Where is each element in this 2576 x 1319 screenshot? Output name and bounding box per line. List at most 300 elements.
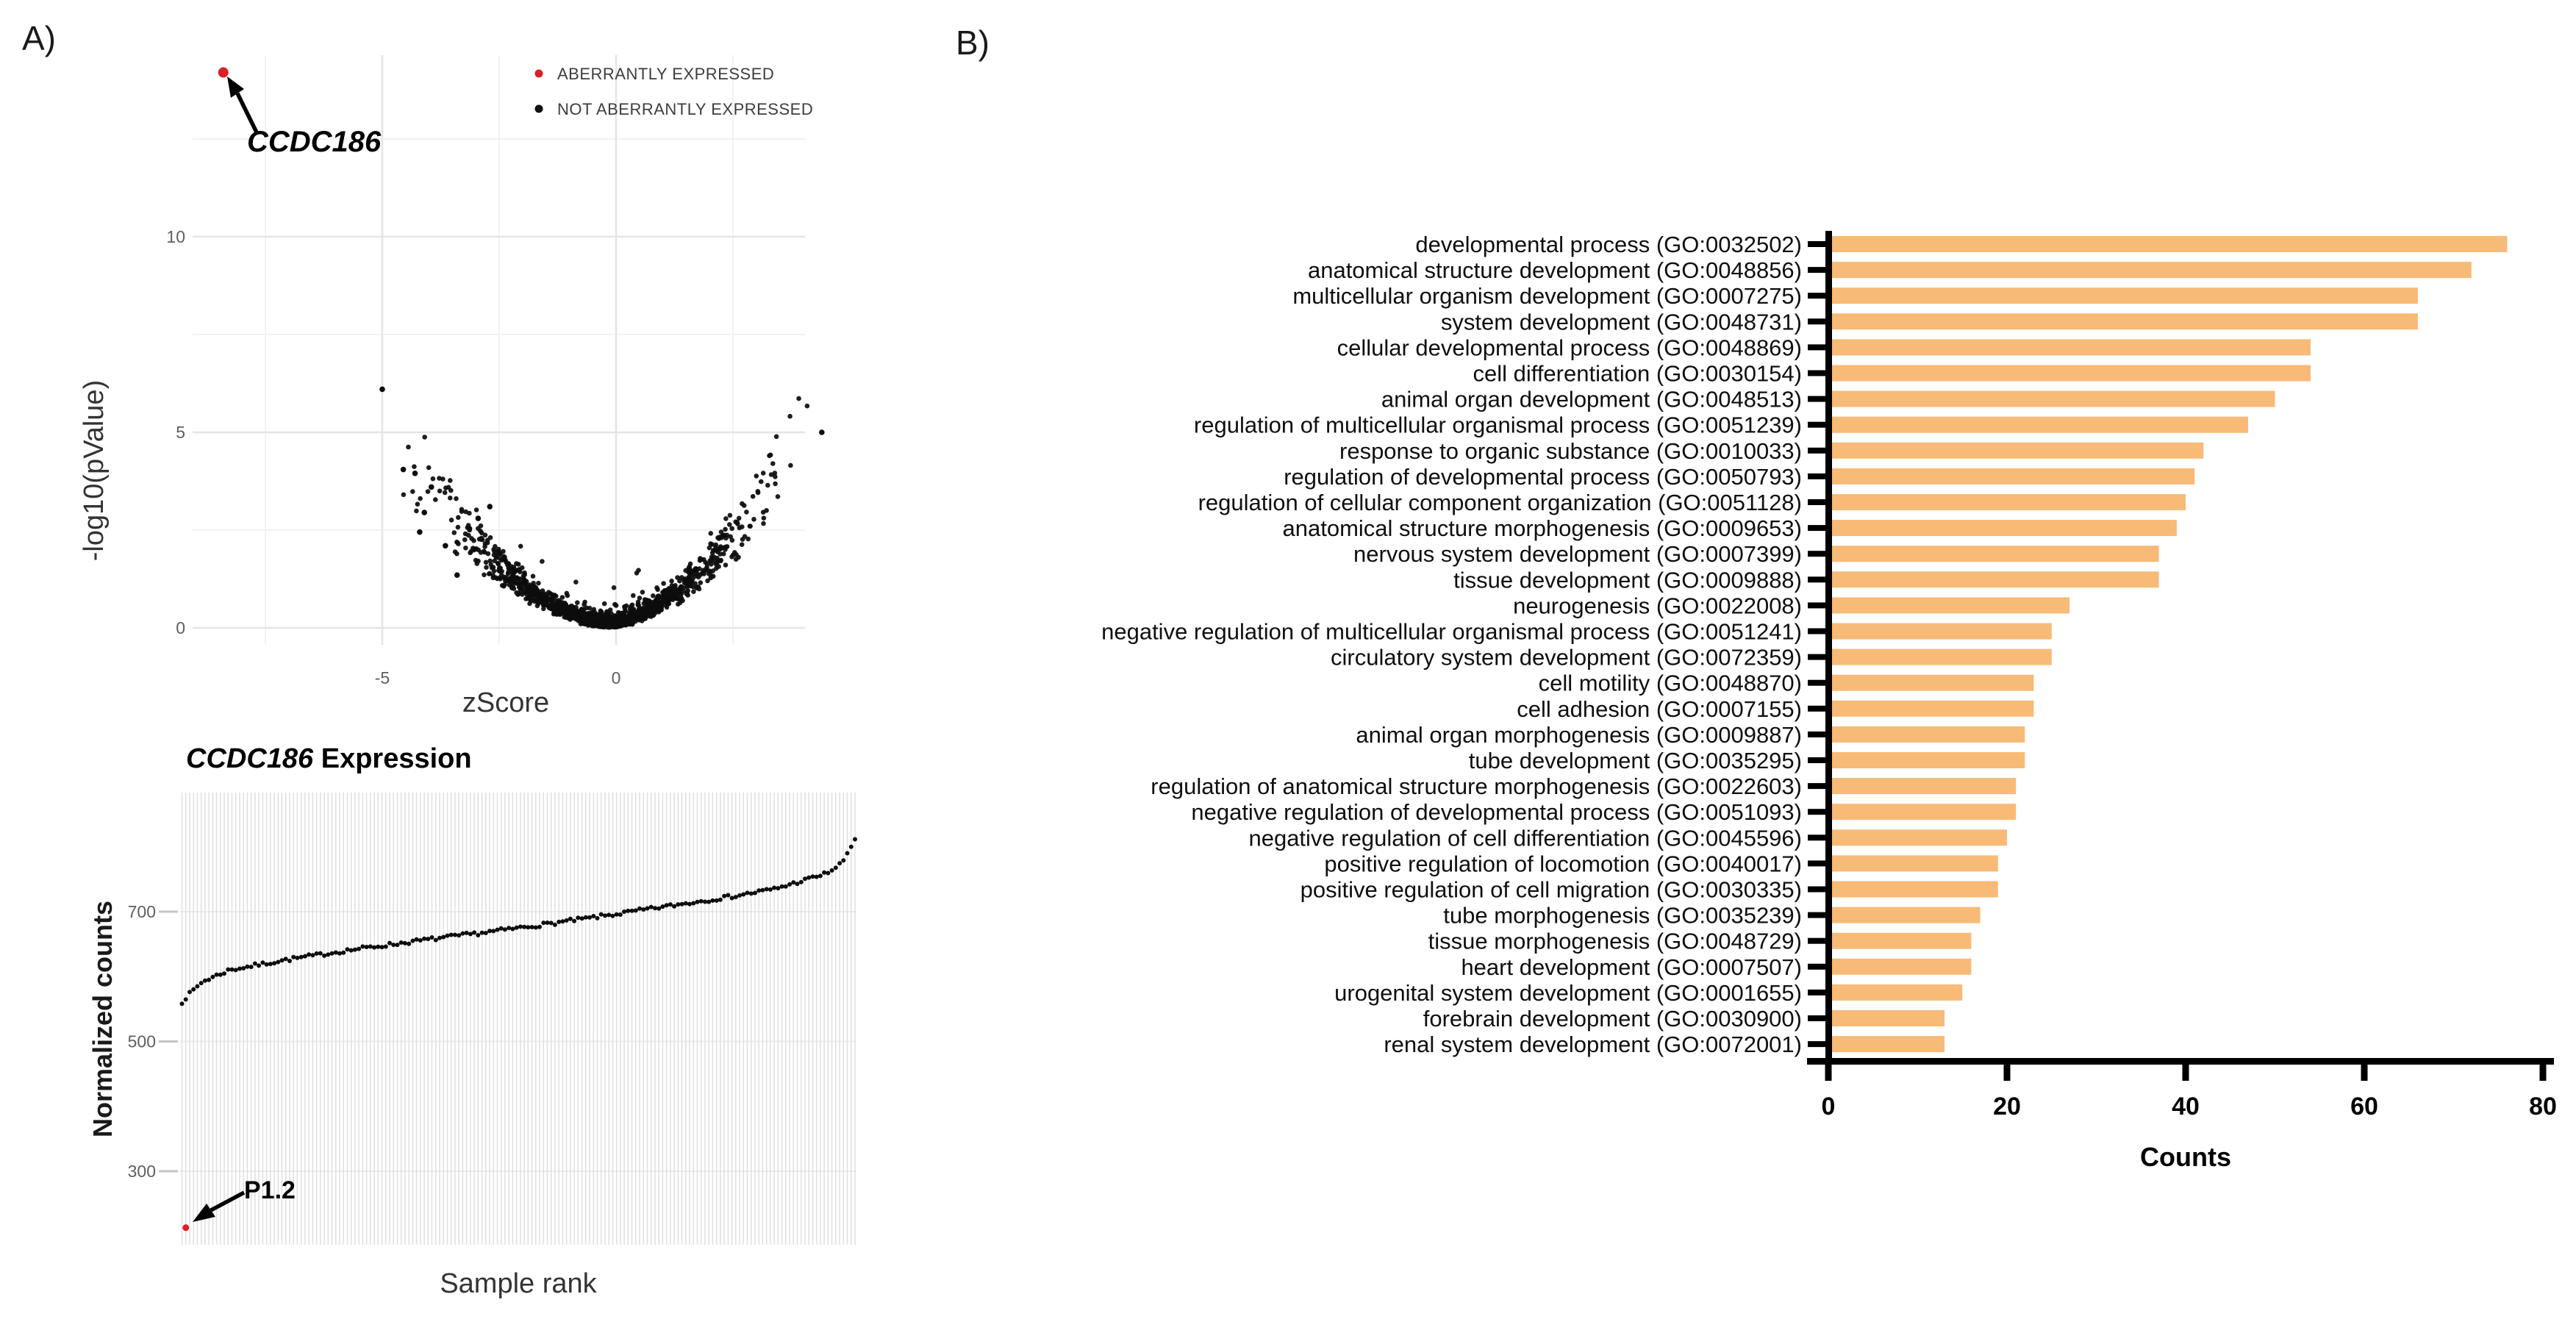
expression-point	[768, 887, 773, 892]
expression-point	[837, 861, 842, 865]
volcano-point	[645, 603, 650, 608]
expression-x-axis-title: Sample rank	[440, 1268, 597, 1299]
expression-point	[407, 942, 411, 946]
volcano-point	[690, 585, 695, 590]
volcano-point	[468, 551, 473, 556]
aberrant-gene-point	[218, 68, 229, 78]
volcano-point	[717, 536, 722, 541]
expression-point	[780, 884, 784, 889]
volcano-point	[606, 610, 611, 615]
expression-point	[241, 966, 246, 971]
go-x-tick-mark	[2540, 1065, 2547, 1081]
volcano-point	[773, 474, 778, 479]
expression-point	[818, 873, 823, 878]
volcano-point	[525, 585, 530, 590]
expression-point	[446, 934, 450, 938]
expression-point	[845, 851, 850, 856]
go-category-tick	[1808, 887, 1828, 893]
go-bar	[1830, 546, 2159, 562]
expression-point	[507, 926, 511, 930]
volcano-point	[452, 530, 457, 535]
expression-point	[315, 951, 319, 956]
volcano-point	[486, 551, 491, 557]
go-category-label: anatomical structure development (GO:0048856)	[1307, 257, 1802, 284]
volcano-point	[545, 598, 550, 604]
expression-point	[399, 940, 404, 945]
volcano-point	[467, 528, 472, 533]
expression-point	[353, 948, 357, 952]
expression-point	[187, 990, 192, 994]
expression-point	[441, 935, 446, 940]
volcano-point	[554, 594, 559, 599]
expression-point	[803, 876, 807, 881]
expression-point	[203, 979, 207, 983]
go-category-label: forebrain development (GO:0030900)	[1423, 1006, 1802, 1032]
expression-point	[210, 975, 215, 979]
expression-point	[518, 924, 523, 929]
expression-point	[391, 943, 396, 947]
expression-point	[641, 907, 645, 912]
go-category-tick	[1808, 938, 1828, 944]
volcano-outlier-point	[429, 485, 434, 490]
volcano-point	[550, 602, 555, 607]
volcano-point	[612, 615, 618, 620]
volcano-point	[568, 617, 573, 622]
volcano-point	[608, 620, 613, 625]
go-bar	[1830, 855, 1998, 871]
go-category-tick	[1808, 964, 1828, 970]
volcano-point	[471, 546, 476, 551]
go-category-label: animal organ morphogenesis (GO:0009887)	[1356, 721, 1802, 748]
volcano-point	[454, 496, 459, 501]
expression-point	[749, 891, 754, 896]
volcano-point	[737, 516, 742, 521]
volcano-point	[713, 543, 718, 548]
expression-point	[360, 944, 365, 948]
volcano-point	[687, 565, 692, 570]
ccdc186-annotation	[227, 76, 382, 158]
expression-point	[537, 925, 542, 929]
volcano-outlier-point	[443, 543, 448, 548]
volcano-point	[612, 602, 618, 607]
expression-point	[668, 902, 673, 907]
expression-point	[403, 941, 407, 946]
expression-point	[457, 933, 461, 937]
volcano-point	[520, 592, 525, 597]
go-x-tick-mark	[2361, 1065, 2368, 1081]
volcano-point	[662, 593, 668, 598]
volcano-point	[622, 614, 627, 619]
expression-point	[653, 906, 657, 910]
expression-point	[207, 978, 211, 982]
volcano-point	[761, 471, 766, 476]
expression-point	[618, 912, 623, 917]
volcano-point	[666, 601, 671, 607]
expression-point	[665, 903, 669, 907]
expression-point	[626, 909, 630, 913]
expression-point	[515, 926, 519, 930]
expression-tick-labels	[128, 902, 178, 1181]
volcano-point	[546, 590, 551, 595]
expression-point	[806, 876, 811, 880]
expression-point	[472, 930, 476, 934]
expression-point	[272, 961, 276, 965]
expression-point	[545, 921, 550, 925]
expression-point	[687, 902, 692, 907]
volcano-outlier-point	[454, 572, 460, 578]
volcano-point	[707, 546, 712, 551]
volcano-point	[522, 571, 527, 576]
volcano-point	[715, 549, 720, 554]
go-category-label: cell motility (GO:0048870)	[1538, 670, 1802, 696]
expression-point	[368, 944, 373, 948]
volcano-point	[640, 590, 645, 595]
go-bar	[1830, 571, 2159, 587]
go-category-label: cell differentiation (GO:0030154)	[1473, 360, 1802, 387]
expression-point	[434, 938, 438, 943]
go-category-label: regulation of multicellular organismal process (GO:0051239)	[1193, 412, 1802, 438]
volcano-point	[463, 510, 468, 515]
volcano-point	[767, 454, 772, 459]
expression-point	[630, 909, 634, 913]
go-bar	[1830, 1036, 1944, 1052]
volcano-point	[484, 565, 489, 570]
expression-point	[672, 904, 676, 909]
volcano-point	[433, 497, 438, 502]
volcano-point	[683, 568, 688, 573]
go-category-tick	[1808, 860, 1828, 866]
expression-point	[284, 957, 288, 961]
expression-point	[199, 981, 204, 985]
expression-point	[576, 915, 580, 920]
volcano-point	[574, 612, 579, 618]
volcano-point	[697, 587, 702, 592]
go-bar	[1830, 778, 2016, 794]
expression-point	[265, 962, 269, 967]
expression-point	[787, 882, 792, 887]
go-category-label: tissue development (GO:0009888)	[1453, 567, 1802, 593]
expression-point	[765, 887, 769, 891]
expression-point	[322, 954, 326, 958]
expression-point	[426, 937, 430, 941]
expression-point	[280, 958, 285, 962]
go-bar	[1830, 365, 2311, 382]
volcano-point	[557, 611, 562, 616]
expression-point	[418, 938, 423, 943]
volcano-y-axis-title: -log10(pValue)	[79, 379, 110, 562]
volcano-point	[449, 518, 454, 523]
panel-a-label: A)	[22, 19, 56, 57]
expression-point	[726, 893, 730, 898]
expression-point	[260, 960, 265, 965]
volcano-point	[562, 609, 568, 614]
p12-annotation	[193, 1176, 296, 1222]
expression-point	[587, 915, 592, 920]
expression-point	[415, 937, 419, 942]
expression-point	[756, 888, 761, 893]
ccdc186-label: CCDC186	[247, 126, 382, 158]
expression-point	[584, 915, 588, 920]
go-category-label: positive regulation of cell migration (GO:0030335)	[1300, 876, 1802, 903]
volcano-point	[728, 513, 733, 518]
expression-point	[591, 914, 595, 918]
expression-point	[476, 933, 480, 937]
volcano-point	[705, 562, 710, 567]
expression-point	[460, 932, 465, 936]
volcano-point	[476, 548, 481, 553]
expression-point	[422, 937, 426, 941]
volcano-point	[740, 501, 745, 507]
volcano-point	[521, 576, 526, 581]
volcano-point	[623, 606, 628, 611]
volcano-point	[634, 571, 640, 576]
expression-point	[222, 971, 226, 976]
expression-point	[299, 955, 304, 959]
expression-y-tick-label: 300	[127, 1162, 156, 1181]
volcano-point	[691, 589, 696, 594]
volcano-point	[475, 561, 480, 566]
volcano-point	[426, 465, 432, 471]
volcano-point	[491, 576, 496, 581]
expression-point	[841, 858, 845, 862]
go-bar	[1830, 313, 2418, 329]
go-x-axis-title: Counts	[2140, 1142, 2231, 1172]
volcano-point	[496, 548, 501, 554]
volcano-point	[640, 616, 645, 621]
expression-point	[830, 868, 834, 873]
expression-point	[310, 953, 315, 957]
go-category-tick	[1808, 732, 1828, 737]
volcano-point	[721, 533, 726, 538]
volcano-point	[437, 489, 443, 494]
volcano-point	[500, 583, 505, 588]
volcano-point	[410, 489, 415, 494]
volcano-point	[418, 496, 423, 501]
expression-point	[791, 880, 795, 884]
volcano-point	[459, 507, 465, 512]
volcano-point	[479, 537, 484, 543]
volcano-point	[484, 560, 489, 565]
expression-point	[376, 945, 380, 949]
volcano-point	[504, 560, 509, 565]
expression-y-axis-title: Normalized counts	[87, 900, 118, 1138]
expression-point	[465, 931, 469, 935]
expression-point	[703, 900, 707, 904]
volcano-point	[599, 615, 604, 620]
expression-point	[349, 948, 354, 953]
volcano-point	[675, 575, 680, 580]
expression-point	[603, 913, 607, 918]
expression-point	[437, 936, 442, 940]
go-bar	[1830, 494, 2186, 510]
expression-point	[453, 933, 457, 937]
go-category-tick	[1808, 473, 1828, 479]
expression-point	[660, 904, 665, 909]
expression-point	[607, 912, 611, 917]
volcano-point	[623, 621, 628, 626]
expression-point	[753, 891, 757, 896]
expression-point	[710, 898, 715, 903]
volcano-point	[487, 559, 493, 564]
expression-point	[680, 902, 684, 907]
go-bar	[1830, 443, 2203, 459]
go-bar	[1830, 933, 1971, 949]
volcano-point	[565, 593, 570, 598]
p12-label: P1.2	[244, 1176, 296, 1204]
volcano-y-tick-label: 10	[166, 227, 185, 246]
volcano-point	[482, 573, 487, 578]
go-x-tick-label: 80	[2529, 1093, 2557, 1120]
expression-point	[699, 899, 704, 904]
expression-point	[218, 973, 223, 977]
expression-title	[186, 743, 472, 774]
volcano-point	[536, 581, 541, 586]
volcano-point	[593, 610, 598, 615]
go-x-tick-mark	[1825, 1065, 1832, 1081]
expression-point	[580, 916, 584, 921]
volcano-point	[541, 607, 546, 612]
expression-point	[715, 898, 719, 903]
go-category-label: nervous system development (GO:0007399)	[1353, 541, 1802, 568]
volcano-point	[676, 601, 681, 607]
volcano-point	[708, 576, 713, 581]
expression-point	[491, 929, 495, 933]
volcano-point	[743, 534, 748, 539]
go-x-tick-mark	[2004, 1065, 2011, 1081]
expression-point	[745, 890, 750, 895]
volcano-point	[654, 585, 659, 590]
volcano-point	[701, 571, 706, 576]
volcano-outlier-point	[379, 387, 385, 393]
expression-point	[480, 931, 484, 935]
go-category-label: negative regulation of cell differentiation (GO:0045596)	[1248, 825, 1802, 851]
volcano-point	[669, 579, 674, 584]
volcano-outlier-point	[421, 510, 427, 515]
expression-point	[656, 907, 661, 911]
volcano-point	[602, 601, 607, 607]
go-category-label: circulatory system development (GO:0072359)	[1331, 644, 1802, 671]
volcano-point	[649, 614, 654, 619]
volcano-point	[474, 507, 479, 512]
go-category-tick	[1808, 396, 1828, 402]
volcano-point	[456, 515, 461, 521]
expression-point	[307, 952, 311, 957]
volcano-point	[736, 555, 741, 560]
go-category-label: animal organ development (GO:0048513)	[1381, 386, 1802, 412]
volcano-point	[456, 541, 461, 546]
volcano-outlier-point	[819, 429, 825, 435]
expression-title-gene: CCDC186	[186, 743, 314, 774]
volcano-point	[582, 615, 587, 620]
volcano-point	[651, 593, 656, 598]
volcano-point	[414, 509, 419, 514]
volcano-point	[714, 562, 719, 567]
volcano-point	[512, 586, 517, 591]
expression-point	[249, 965, 254, 969]
volcano-outlier-point	[412, 471, 418, 476]
volcano-point	[661, 581, 666, 586]
volcano-point	[575, 600, 580, 605]
go-category-label: negative regulation of multicellular organismal process (GO:0051241)	[1101, 618, 1802, 645]
go-category-tick	[1808, 834, 1828, 840]
volcano-point	[805, 404, 810, 409]
expression-point	[649, 905, 654, 909]
expression-point	[372, 946, 376, 950]
volcano-point	[406, 445, 411, 450]
expression-point	[784, 884, 788, 889]
volcano-point	[708, 541, 713, 546]
go-category-label: tube morphogenesis (GO:0035239)	[1443, 902, 1802, 929]
volcano-point	[528, 590, 533, 595]
volcano-legend	[535, 65, 814, 118]
volcano-point	[740, 542, 745, 547]
expression-point	[557, 920, 561, 924]
go-x-axis-line	[1807, 1058, 2554, 1065]
expression-point	[541, 921, 545, 925]
volcano-x-tick-label: 0	[611, 668, 621, 687]
volcano-point	[482, 549, 487, 554]
expression-point	[795, 882, 800, 886]
go-bar-group	[1101, 232, 2507, 1057]
volcano-point	[720, 546, 725, 551]
go-category-tick	[1808, 293, 1828, 299]
expression-point	[468, 932, 473, 936]
expression-point	[534, 926, 538, 930]
go-category-tick	[1808, 602, 1828, 608]
go-bar	[1830, 417, 2248, 433]
volcano-point	[492, 552, 497, 557]
expression-point	[637, 907, 642, 911]
expression-point	[834, 865, 838, 870]
panel-a	[22, 19, 857, 1299]
go-category-tick	[1808, 757, 1828, 763]
expression-point	[245, 965, 249, 969]
volcano-point	[456, 525, 461, 530]
expression-point	[257, 963, 261, 968]
expression-point	[549, 921, 554, 925]
volcano-point	[538, 593, 543, 598]
volcano-point	[462, 537, 468, 543]
volcano-point	[759, 479, 764, 485]
volcano-point	[498, 576, 503, 582]
expression-point	[318, 951, 323, 956]
volcano-point	[756, 489, 761, 494]
expression-point	[184, 997, 188, 1001]
volcano-point	[448, 478, 453, 483]
go-category-label: heart development (GO:0007507)	[1461, 954, 1802, 980]
expression-point	[237, 967, 242, 971]
go-category-tick	[1808, 1041, 1828, 1047]
expression-point	[215, 973, 219, 977]
go-category-tick	[1808, 371, 1828, 376]
expression-point	[815, 875, 819, 879]
volcano-point	[650, 605, 655, 610]
expression-point	[226, 968, 230, 972]
expression-point	[799, 880, 804, 884]
expression-point	[553, 923, 557, 927]
expression-point	[396, 943, 400, 947]
volcano-point	[531, 573, 536, 579]
expression-point	[526, 925, 530, 929]
legend-label-not-aberrant: NOT ABERRANTLY EXPRESSED	[557, 100, 814, 118]
expression-point	[691, 901, 695, 906]
go-category-tick	[1808, 680, 1828, 686]
volcano-point	[415, 501, 421, 507]
expression-point	[560, 919, 565, 923]
expression-point	[695, 900, 700, 904]
expression-point	[268, 962, 273, 966]
expression-point	[410, 939, 415, 943]
